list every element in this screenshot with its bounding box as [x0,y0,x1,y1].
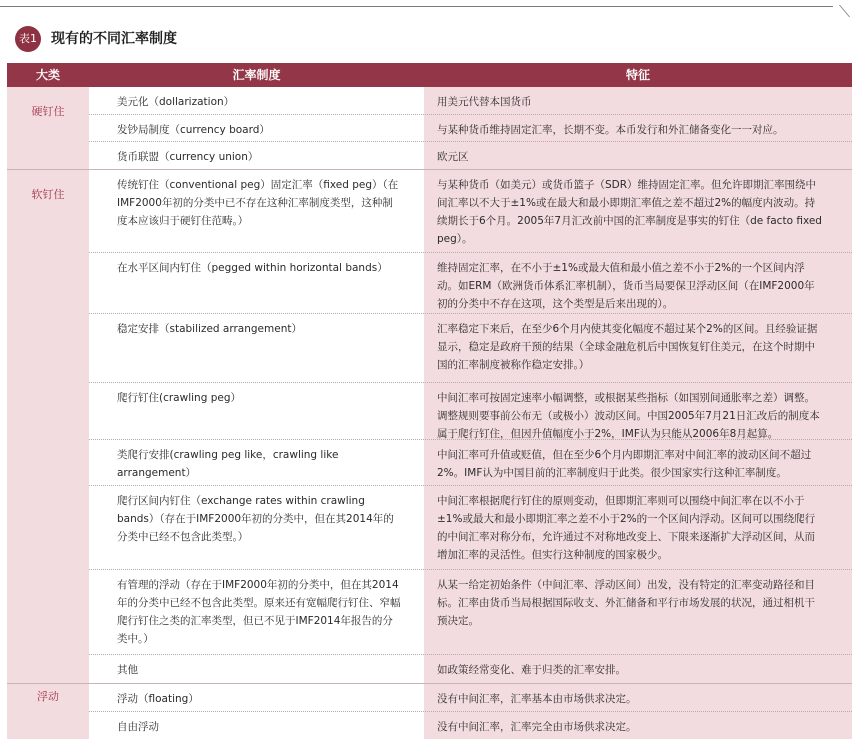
category-label: 浮动 [37,690,59,703]
regime-cell: 其他 [117,664,138,676]
feature-cell: 没有中间汇率，汇率完全由市场供求决定。 [437,721,637,733]
table-row [89,142,852,169]
category-label: 硬钉住 [31,105,65,118]
table-row [89,170,852,253]
regime-cell: 货币联盟（currency union） [117,151,259,163]
header-feature: 特征 [625,68,650,82]
regime-cell: 自由浮动 [117,721,159,733]
feature-cell: 欧元区 [437,151,469,163]
table-title: 现有的不同汇率制度 [51,31,177,47]
feature-cell: 从某一给定初始条件（中间汇率、浮动区间）出发，没有特定的汇率变动路径和目标。汇率由货币当局根据国际收支、外汇储备和平行市场发展的状况，通过相机干预决定。 [437,579,815,627]
table-row [89,314,852,383]
regime-cell: 美元化（dollarization） [117,96,235,108]
regime-cell: 有管理的浮动（存在于IMF2000年初的分类中，但在其2014年的分类中已经不包含此类型。原来还有宽幅爬行钉住、窄幅爬行钉住之类的汇率类型，但已不见于IMF2014年报告的分类中。） [117,579,401,645]
top-rule-corner [827,5,850,17]
feature-cell: 用美元代替本国货币 [437,96,532,108]
table-row [89,87,852,115]
feature-cell: 汇率稳定下来后，在至少6个月内使其变化幅度不超过某个2%的区间。且经验证据显示，稳定是政府干预的结果（全球金融危机后中国恢复钉住美元，在这个时期中国的汇率制度被称作稳定安排。） [437,323,818,371]
group-soft-peg [7,170,852,684]
regime-cell: 在水平区间内钉住（pegged within horizontal bands） [117,262,388,274]
regime-cell: 爬行区间内钉住（exchange rates within crawling bands）（存在于IMF2000年初的分类中，但在其2014年的分类中已经不包含此类型。） [117,495,394,543]
category-label: 软钉住 [31,188,65,201]
regime-cell: 稳定安排（stabilized arrangement） [117,323,302,335]
regime-cell: 发钞局制度（currency board） [117,124,270,136]
feature-cell: 中间汇率根据爬行钉住的原则变动，但即期汇率则可以围绕中间汇率在以不小于±1%或最大和最小即期汇率之差不小于2%的一个区间内浮动。区间可以围绕爬行的中间汇率对称分布，允许通过不对称地改变上、下限来逐渐扩大浮动区间，从而增加汇率的灵活性。但实行这种制度的国家极少。 [437,495,816,561]
table-row [89,440,852,486]
table-row [89,383,852,440]
header-category: 大类 [35,68,60,82]
table-header [7,63,852,87]
category-cell [7,684,89,739]
regime-cell: 爬行钉住(crawling peg） [117,392,241,404]
category-cell [7,87,89,169]
feature-cell: 与某种货币维持固定汇率，长期不变。本币发行和外汇储备变化一一对应。 [437,124,784,136]
feature-cell: 维持固定汇率，在不小于±1%或最大值和最小值之差不小于2%的一个区间内浮动。如ERM（欧洲货币体系汇率机制），货币当局要保卫浮动区间（在IMF2000年初的分类中不存在这项，这个类型是后来出现的）。 [437,262,815,310]
feature-cell: 与某种货币（如美元）或货币篮子（SDR）维持固定汇率。但允许即期汇率围绕中间汇率以不大于±1%或在最大和最小即期汇率值之差不超过2%的幅度内波动。持续期长于6个月。2005年7月汇改前中国的汇率制度是事实的钉住（de facto fixed peg）。 [437,179,822,245]
category-cell [7,170,89,683]
feature-cell: 没有中间汇率，汇率基本由市场供求决定。 [437,693,637,705]
feature-cell: 如政策经常变化、难于归类的汇率安排。 [437,664,626,676]
header-regime: 汇率制度 [232,68,281,82]
table-row [89,486,852,570]
table-row [89,712,852,739]
table-number-badge: 表1 [15,26,41,52]
regime-cell: 传统钉住（conventional peg）固定汇率（fixed peg）（在IMF2000年初的分类中已不存在这种汇率制度类型，这种制度本应该归于硬钉住范畴。） [117,179,399,227]
feature-cell: 中间汇率可升值或贬值，但在至少6个月内即期汇率对中间汇率的波动区间不超过2%。IMF认为中国目前的汇率制度归于此类。很少国家实行这种汇率制度。 [437,449,812,479]
group-floating [7,684,852,739]
table-row [89,115,852,142]
regime-cell: 浮动（floating） [117,693,199,705]
regime-cell: 类爬行安排(crawling peg like，crawling like arrangement） [117,449,339,479]
table-row [89,570,852,655]
table-row [89,655,852,683]
top-rule [0,6,833,7]
exchange-rate-table [7,63,852,739]
table-row [89,684,852,712]
group-hard-peg [7,87,852,170]
table-row [89,253,852,314]
feature-cell: 中间汇率可按固定速率小幅调整，或根据某些指标（如国别间通胀率之差）调整。调整规则要事前公布无（或极小）波动区间。中国2005年7月21日汇改后的制度本属于爬行钉住，但因升值幅度小于2%，IMF认为只能从2006年8月起算。 [437,392,820,440]
